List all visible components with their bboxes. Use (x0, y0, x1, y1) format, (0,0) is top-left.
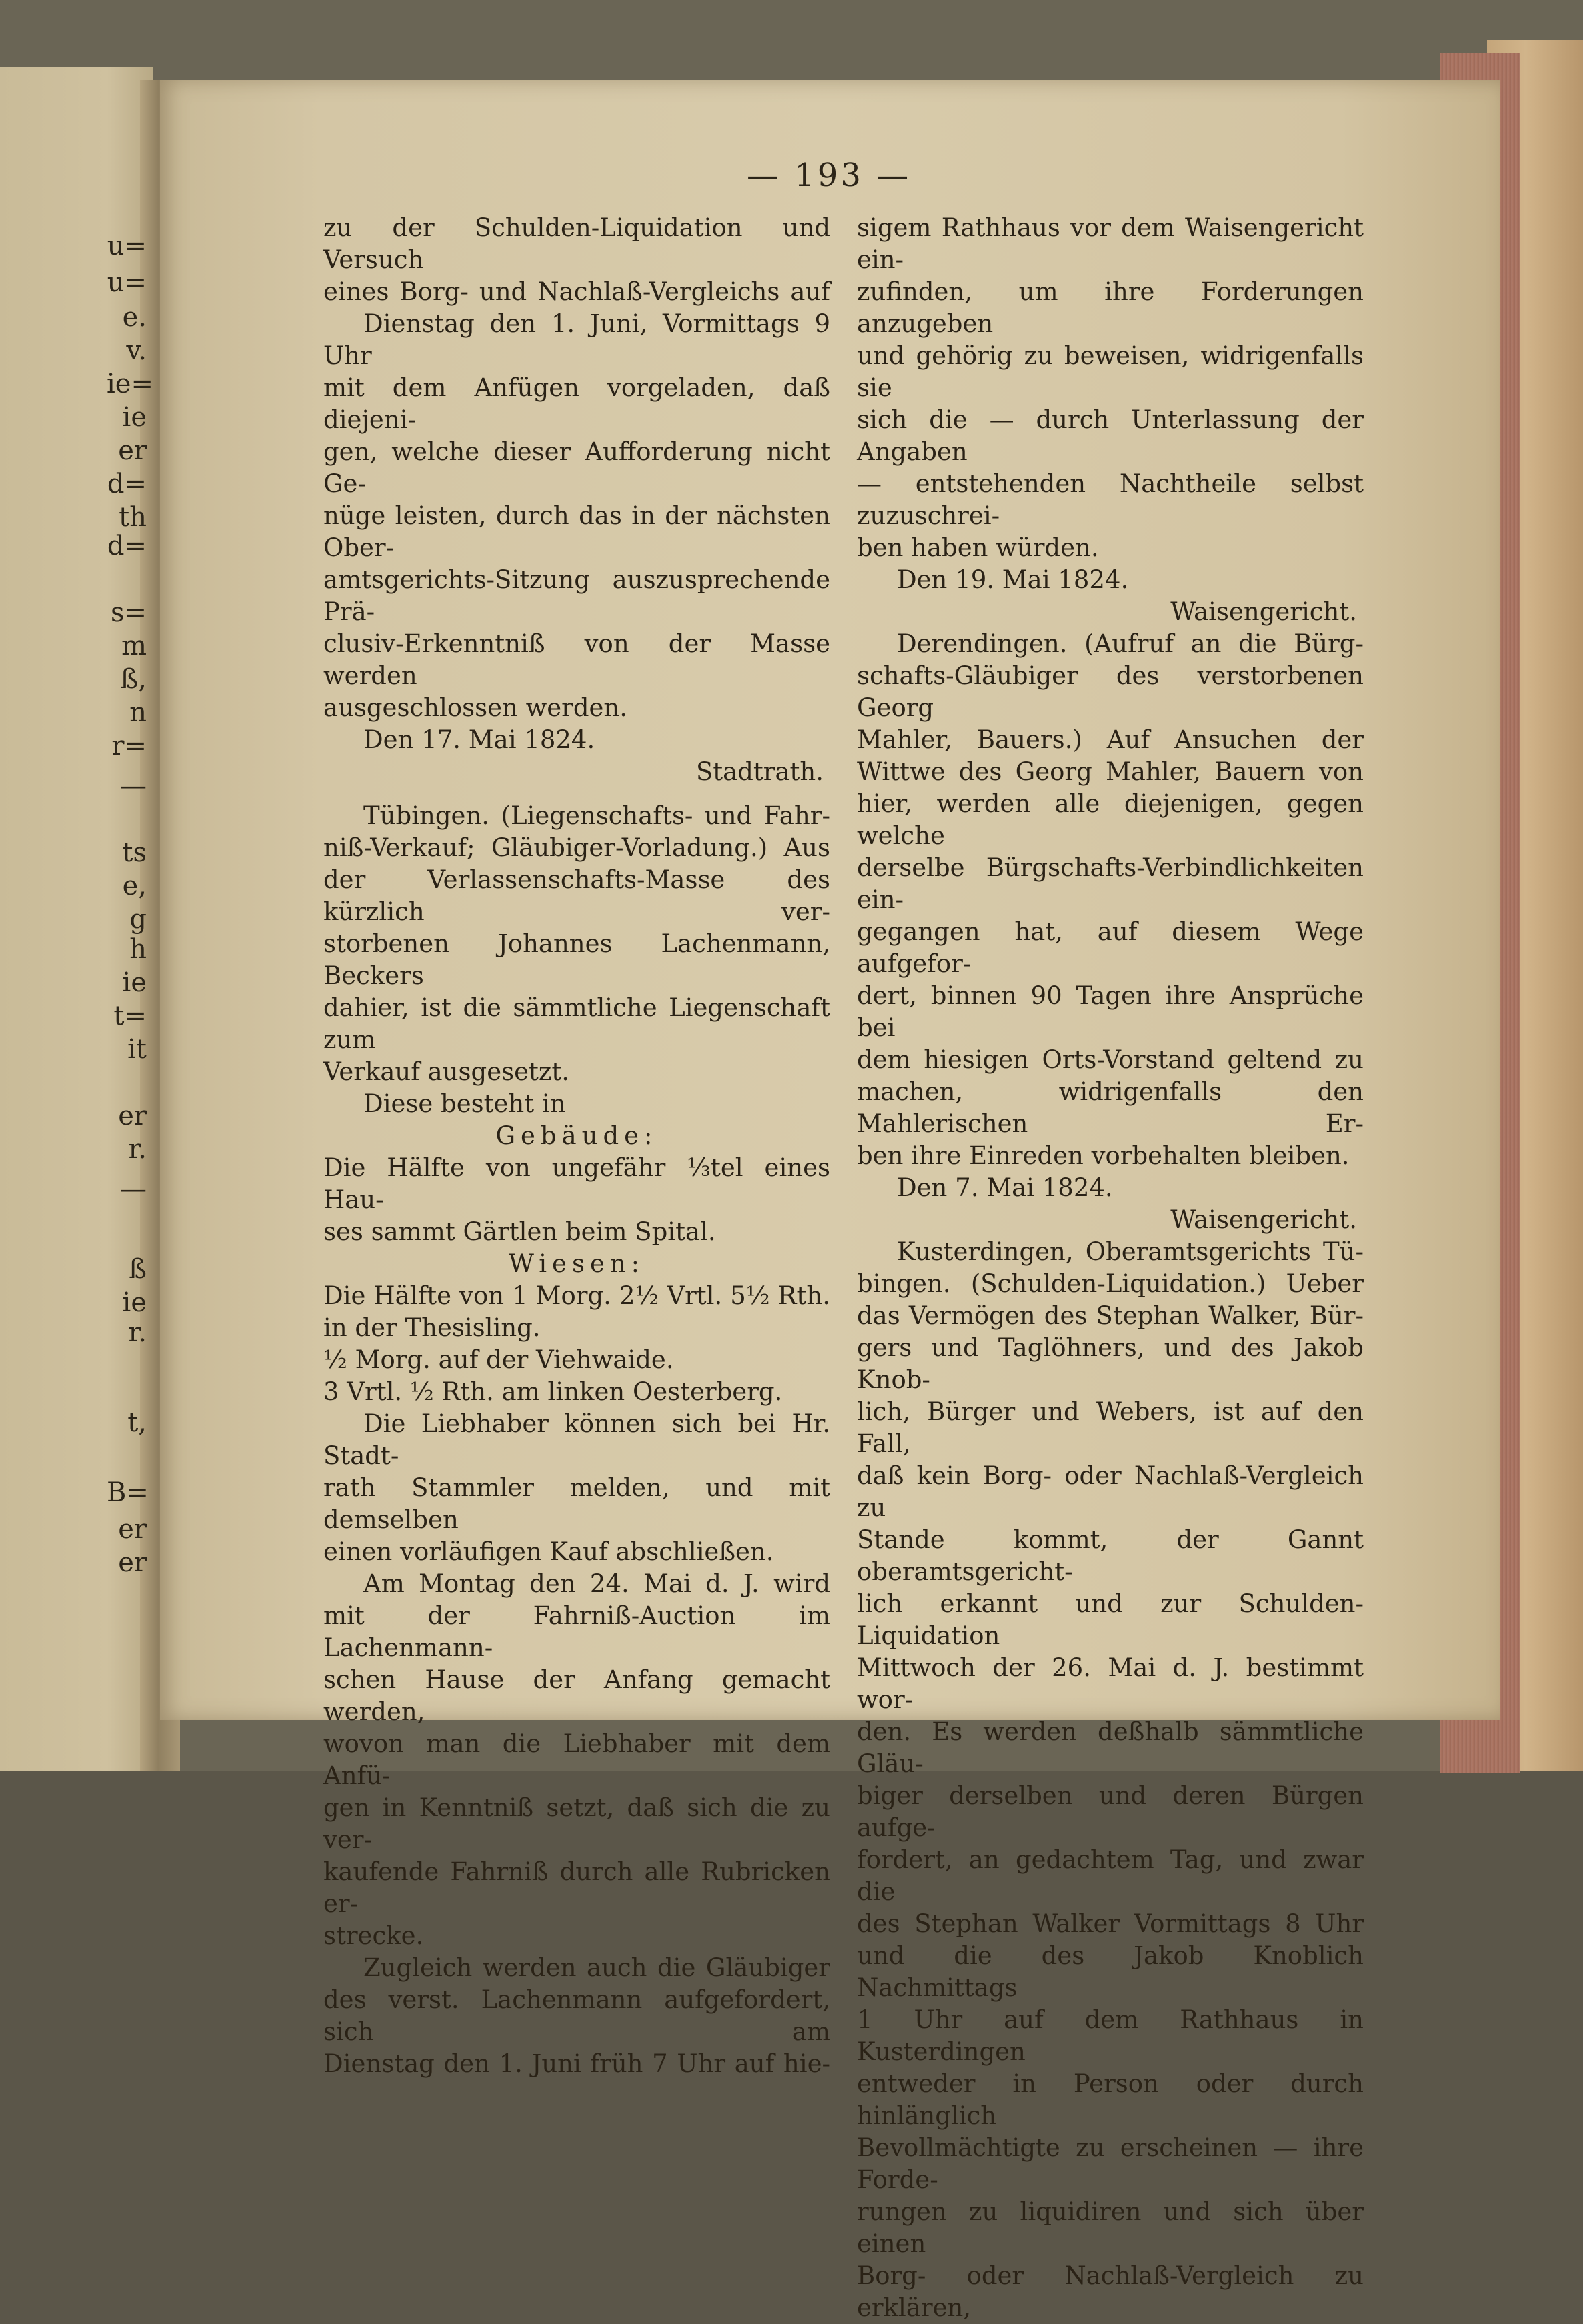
left-page-fragment: g (129, 904, 147, 935)
left-page-fragment: n (129, 697, 147, 728)
left-page-fragment: m (121, 631, 147, 661)
text-line: machen, widrigenfalls den Mahlerischen Er- (857, 1077, 1364, 1138)
left-page-fragment: s= (110, 597, 147, 628)
left-page-fragment: it (127, 1034, 147, 1065)
text-line: ses sammt Gärtlen beim Spital. (323, 1217, 716, 1246)
left-page-fragment: h (129, 934, 147, 965)
text-line: Die Hälfte von ungefähr ⅓tel eines Hau- (323, 1153, 830, 1214)
text-line: Bevollmächtigte zu erscheinen — ihre Forde- (857, 2133, 1364, 2194)
left-page-fragment: r= (111, 731, 147, 761)
left-page-fragment: er (118, 1547, 147, 1578)
left-page-fragment: r. (128, 1317, 147, 1348)
text-line: Dienstag den 1. Juni früh 7 Uhr auf hie- (323, 2049, 830, 2078)
text-line: ½ Morg. auf der Viehwaide. (323, 1345, 674, 1374)
text-line: bingen. (Schulden-Liquidation.) Ueber (857, 1269, 1364, 1298)
text-line: lich, Bürger und Webers, ist auf den Fall, (857, 1397, 1364, 1458)
left-page-fragment: B= (107, 1477, 149, 1508)
text-line: sich die — durch Unterlassung der Angaben (857, 405, 1364, 466)
text-line: in der Thesisling. (323, 1313, 541, 1342)
text-line: des verst. Lachenmann aufgefordert, sich am (323, 1985, 830, 2046)
text-line: derselbe Bürgschafts-Verbindlichkeiten ein- (857, 853, 1364, 914)
left-page-fragment: er (118, 1101, 147, 1131)
left-page-fragment: ie= (107, 369, 153, 399)
left-column (323, 212, 830, 2080)
text-line: eines Borg- und Nachlaß-Vergleichs auf (323, 277, 830, 306)
text-line: schafts-Gläubiger des verstorbenen Georg (857, 661, 1364, 722)
text-line: niß-Verkauf; Gläubiger-Vorladung.) Aus (323, 833, 830, 862)
left-page-fragment: ie (122, 1287, 147, 1318)
text-line: der Verlassenschafts-Masse des kürzlich ver- (323, 865, 830, 926)
text-line (323, 788, 830, 800)
text-line: Tübingen. (Liegenschafts- und Fahr- (363, 801, 830, 830)
text-line: entweder in Person oder durch hinlänglich (857, 2069, 1364, 2130)
text-line: Waisengericht. (1170, 597, 1357, 626)
text-line: den. Es werden deßhalb sämmtliche Gläu- (857, 1717, 1364, 1778)
left-page-fragment: — (120, 771, 147, 801)
text-line: dahier, ist die sämmtliche Liegenschaft zum (323, 993, 830, 1054)
left-page-fragment: er (118, 435, 147, 466)
text-line: zufinden, um ihre Forderungen anzugeben (857, 277, 1364, 338)
left-page-fragment: t= (113, 1001, 147, 1031)
text-line: biger derselben und deren Bürgen aufge- (857, 1781, 1364, 1842)
text-line: und gehörig zu beweisen, widrigenfalls sie (857, 341, 1364, 402)
text-line: gen, welche dieser Aufforderung nicht Ge- (323, 437, 830, 498)
text-line: Borg- oder Nachlaß-Vergleich zu erklären, (857, 2261, 1364, 2322)
text-line: Die Liebhaber können sich bei Hr. Stadt- (323, 1409, 830, 1470)
text-line: rungen zu liquidiren und sich über einen (857, 2197, 1364, 2258)
left-page-fragment: th (119, 502, 147, 533)
right-column (857, 212, 1364, 2324)
text-line: ben ihre Einreden vorbehalten bleiben. (857, 1141, 1350, 1170)
text-line: dem hiesigen Orts-Vorstand geltend zu (857, 1045, 1364, 1074)
text-line: gegangen hat, auf diesem Wege aufgefor- (857, 917, 1364, 978)
left-page-fragment: u= (107, 231, 147, 261)
text-line: amtsgerichts-Sitzung auszusprechende Prä- (323, 565, 830, 626)
text-line: schen Hause der Anfang gemacht werden, (323, 1665, 830, 1726)
text-line: einen vorläufigen Kauf abschließen. (323, 1537, 774, 1566)
left-page-fragment: — (120, 1174, 147, 1205)
text-line: Den 19. Mai 1824. (897, 565, 1129, 594)
text-line: Waisengericht. (1170, 1205, 1357, 1234)
text-line: Mittwoch der 26. Mai d. J. bestimmt wor- (857, 1653, 1364, 1714)
text-line: Stande kommt, der Gannt oberamtsgericht- (857, 1525, 1364, 1586)
left-page-fragment: t, (127, 1407, 147, 1438)
text-line: mit dem Anfügen vorgeladen, daß diejeni- (323, 373, 830, 434)
left-page-fragment: ß, (120, 664, 147, 695)
left-page-fragment: d= (107, 531, 147, 561)
left-page-fragment: v. (126, 335, 147, 366)
text-line: Am Montag den 24. Mai d. J. wird (363, 1569, 830, 1598)
left-page-fragment: e. (122, 302, 147, 333)
text-line: dert, binnen 90 Tagen ihre Ansprüche bei (857, 981, 1364, 1042)
text-line: Gebäude: (495, 1121, 658, 1150)
text-line: clusiv-Erkenntniß von der Masse werden (323, 629, 830, 690)
text-line: das Vermögen des Stephan Walker, Bür- (857, 1301, 1364, 1330)
text-line: — entstehenden Nachtheile selbst zuzuschrei- (857, 469, 1364, 530)
text-line: Mahler, Bauers.) Auf Ansuchen der (857, 725, 1364, 754)
text-line: Stadtrath. (695, 757, 824, 786)
text-line: Dienstag den 1. Juni, Vormittags 9 Uhr (323, 309, 830, 370)
left-page-fragment: ie (122, 967, 147, 998)
text-line: zu der Schulden-Liquidation und Versuch (323, 213, 830, 274)
text-line: Diese besteht in (363, 1089, 566, 1118)
left-page-fragment: ie (122, 402, 147, 433)
text-line: Verkauf ausgesetzt. (323, 1057, 570, 1086)
text-line: Kusterdingen, Oberamtsgerichts Tü- (897, 1237, 1364, 1266)
text-line: Derendingen. (Aufruf an die Bürg- (897, 629, 1364, 658)
text-line: gen in Kenntniß setzt, daß sich die zu ver- (323, 1793, 830, 1854)
text-line: fordert, an gedachtem Tag, und zwar die (857, 1845, 1364, 1906)
text-line: gers und Taglöhners, und des Jakob Knob- (857, 1333, 1364, 1394)
text-line: des Stephan Walker Vormittags 8 Uhr (857, 1909, 1364, 1938)
text-line: storbenen Johannes Lachenmann, Beckers (323, 929, 830, 990)
text-line: ben haben würden. (857, 533, 1099, 562)
text-line: Den 7. Mai 1824. (897, 1173, 1113, 1202)
text-line: nüge leisten, durch das in der nächsten Ober- (323, 501, 830, 562)
left-page-fragment: e, (122, 871, 147, 901)
text-line: strecke. (323, 1921, 424, 1950)
left-page-fragment: ts (122, 837, 147, 868)
left-page-fragment: er (118, 1514, 147, 1545)
page-number: — 193 — (747, 157, 912, 194)
text-line: rath Stammler melden, und mit demselben (323, 1473, 830, 1534)
left-page-fragment: r. (128, 1134, 147, 1165)
text-line: 3 Vrtl. ½ Rth. am linken Oesterberg. (323, 1377, 783, 1406)
text-line: lich erkannt und zur Schulden-Liquidation (857, 1589, 1364, 1650)
text-line: Zugleich werden auch die Gläubiger (363, 1953, 830, 1982)
text-line: Wiesen: (508, 1249, 645, 1278)
left-page-fragment: ß (129, 1254, 147, 1285)
text-line: sigem Rathhaus vor dem Waisengericht ein- (857, 213, 1364, 274)
left-page-fragment: d= (107, 469, 147, 499)
text-line: mit der Fahrniß-Auction im Lachenmann- (323, 1601, 830, 1662)
text-line: 1 Uhr auf dem Rathhaus in Kusterdingen (857, 2005, 1364, 2066)
text-line: Die Hälfte von 1 Morg. 2½ Vrtl. 5½ Rth. (323, 1281, 830, 1310)
left-page-fragment: u= (107, 267, 147, 298)
text-line: ausgeschlossen werden. (323, 693, 627, 722)
text-line: und die des Jakob Knoblich Nachmittags (857, 1941, 1364, 2002)
text-line: hier, werden alle diejenigen, gegen welche (857, 789, 1364, 850)
text-line: Wittwe des Georg Mahler, Bauern von (857, 757, 1364, 786)
text-line: wovon man die Liebhaber mit dem Anfü- (323, 1729, 830, 1790)
text-line: Den 17. Mai 1824. (363, 725, 595, 754)
text-line: kaufende Fahrniß durch alle Rubricken er- (323, 1857, 830, 1918)
text-line: daß kein Borg- oder Nachlaß-Vergleich zu (857, 1461, 1364, 1522)
